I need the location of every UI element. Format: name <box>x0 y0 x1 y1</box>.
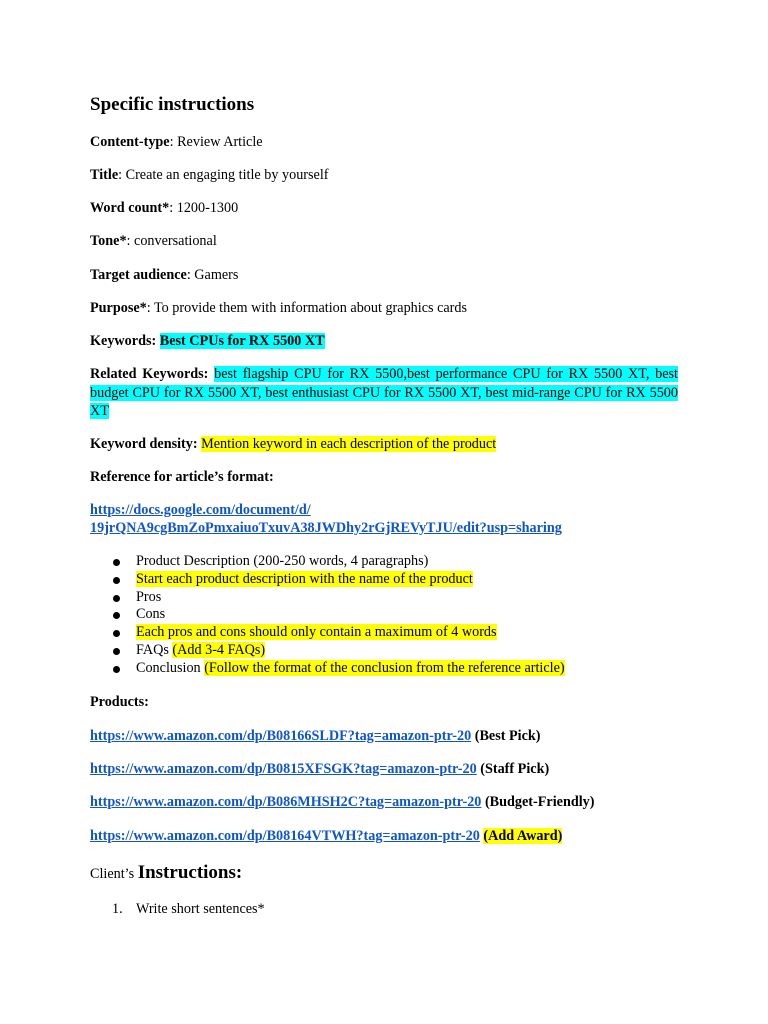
tone-line <box>90 232 217 250</box>
word-count-line <box>90 199 238 217</box>
purpose-value: : To provide them with information about graphics cards <box>146 300 468 316</box>
list-item <box>90 900 265 918</box>
bullet-icon <box>113 559 120 566</box>
product-tag: (Staff Pick) <box>480 761 550 777</box>
format-bullet-list <box>90 553 690 678</box>
word-count-value: : 1200-1300 <box>169 200 239 216</box>
keyword-density-value: Mention keyword in each description of the product <box>201 436 497 452</box>
keyword-density-line <box>90 435 496 453</box>
client-title: Instructions: <box>137 862 243 883</box>
tone-value: : conversational <box>126 233 217 249</box>
product-link[interactable]: https://www.amazon.com/dp/B0815XFSGK?tag=amazon-ptr-20 <box>90 761 477 777</box>
target-audience-label: Target audience <box>90 267 187 283</box>
title-label: Title <box>90 167 119 183</box>
reference-link-line2[interactable]: 19jrQNA9cgBmZoPmxaiuoTxuvA38JWDhy2rGjREVyTJU/edit?usp=sharing <box>90 520 562 536</box>
bullet-icon <box>113 612 120 619</box>
list-item: FAQs (Add 3-4 FAQs) <box>90 642 690 660</box>
list-item: Product Description (200-250 words, 4 paragraphs) <box>90 553 690 571</box>
product-line <box>90 793 595 811</box>
keywords-label: Keywords: <box>90 333 157 349</box>
reference-link-block <box>90 501 562 537</box>
word-count-label: Word count* <box>90 200 170 216</box>
keywords-value: Best CPUs for RX 5500 XT <box>159 333 325 349</box>
reference-label: Reference for article’s format: <box>90 469 274 485</box>
products-label: Products: <box>90 694 149 710</box>
title-value: : Create an engaging title by yourself <box>118 167 329 183</box>
list-number: 1. <box>112 901 123 917</box>
keyword-density-label: Keyword density: <box>90 436 198 452</box>
list-item-text: Write short sentences* <box>136 901 265 917</box>
product-line <box>90 727 541 745</box>
purpose-label: Purpose* <box>90 300 147 316</box>
page-title: Specific instructions <box>90 94 255 115</box>
content-type-line <box>90 133 263 151</box>
keywords-line <box>90 332 325 350</box>
product-line <box>90 827 562 845</box>
reference-link-line1[interactable]: https://docs.google.com/document/d/ <box>90 502 311 518</box>
target-audience-line <box>90 266 238 284</box>
client-prefix: Client’s <box>90 866 135 882</box>
related-keywords-label: Related Keywords: <box>90 366 209 382</box>
content-type-label: Content-type <box>90 134 170 150</box>
product-tag: (Add Award) <box>483 828 563 844</box>
list-item: Cons <box>90 606 690 624</box>
bullet-icon <box>113 577 120 584</box>
list-item: Each pros and cons should only contain a maximum of 4 words <box>90 624 690 642</box>
client-instructions-list <box>90 900 265 918</box>
target-audience-value: : Gamers <box>186 267 239 283</box>
bullet-icon <box>113 648 120 655</box>
related-keywords-value: best flagship CPU for RX 5500,best performance CPU for RX 5500 XT, best budget CPU for RX 5500 XT, best enthusiast CPU for RX 5500 XT, best mid-range CPU for RX 5500 XT <box>90 366 678 419</box>
bullet-icon <box>113 595 120 602</box>
product-link[interactable]: https://www.amazon.com/dp/B08164VTWH?tag=amazon-ptr-20 <box>90 828 480 844</box>
bullet-icon <box>113 630 120 637</box>
bullet-icon <box>113 666 120 673</box>
related-keywords-paragraph <box>90 365 678 421</box>
product-link[interactable]: https://www.amazon.com/dp/B086MHSH2C?tag=amazon-ptr-20 <box>90 794 482 810</box>
list-item: Start each product description with the name of the product <box>90 571 690 589</box>
product-line <box>90 760 549 778</box>
client-instructions-heading <box>90 862 242 885</box>
product-tag: (Budget-Friendly) <box>484 794 595 810</box>
purpose-line <box>90 299 467 317</box>
content-type-value: : Review Article <box>169 134 263 150</box>
list-item: Conclusion (Follow the format of the conclusion from the reference article) <box>90 660 690 678</box>
title-line <box>90 166 329 184</box>
tone-label: Tone* <box>90 233 127 249</box>
product-link[interactable]: https://www.amazon.com/dp/B08166SLDF?tag=amazon-ptr-20 <box>90 728 472 744</box>
list-item: Pros <box>90 589 690 607</box>
product-tag: (Best Pick) <box>474 728 541 744</box>
